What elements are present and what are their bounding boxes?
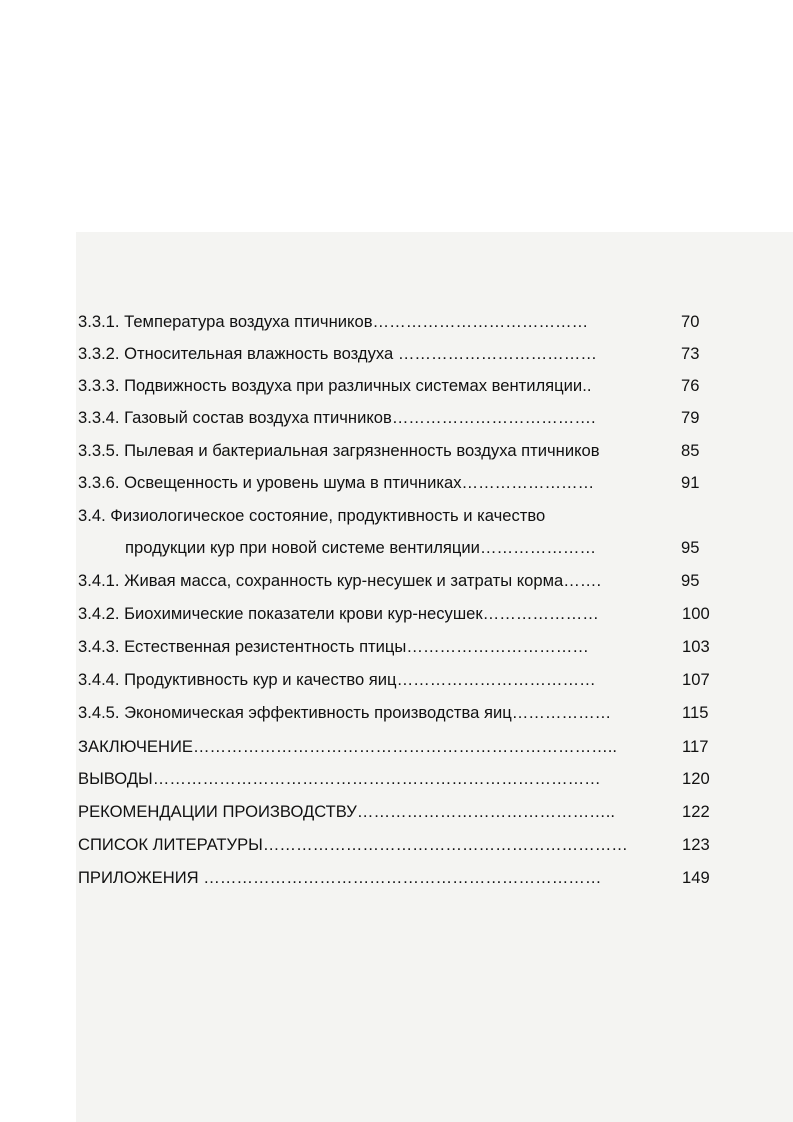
toc-entry — [78, 440, 728, 462]
toc-entry-label: 3.3.5. Пылевая и бактериальная загрязненность воздуха птичников — [78, 441, 600, 460]
toc-entry — [125, 537, 728, 559]
toc-entry-label: ВЫВОДЫ……………………………………………………………………… — [78, 769, 601, 788]
toc-entry-page: 95 — [681, 571, 700, 590]
toc-entry-label: СПИСОК ЛИТЕРАТУРЫ………………………………………………………… — [78, 835, 628, 854]
toc-entry-label: 3.4.4. Продуктивность кур и качество яиц……………………………… — [78, 670, 596, 689]
toc-entry-label: 3.3.3. Подвижность воздуха при различных системах вентиляции.. — [78, 376, 592, 395]
toc-entry-page: 107 — [682, 670, 710, 689]
toc-entry — [78, 407, 728, 429]
toc-entry — [78, 375, 728, 397]
toc-entry — [78, 834, 728, 856]
toc-entry-page: 70 — [681, 312, 700, 331]
toc-entry — [78, 603, 728, 625]
toc-entry — [78, 867, 728, 889]
toc-entry-label: 3.4.5. Экономическая эффективность производства яиц……………… — [78, 703, 612, 722]
toc-entry-label: 3.3.1. Температура воздуха птичников………………………………… — [78, 312, 589, 331]
toc-entry-page: 79 — [681, 408, 700, 427]
toc-entry-label: 3.4. Физиологическое состояние, продуктивность и качество — [78, 506, 546, 525]
toc-entry-page: 117 — [682, 737, 709, 756]
toc-entry-page: 100 — [682, 604, 710, 623]
toc-entry-label: ПРИЛОЖЕНИЯ ……………………………………………………………… — [78, 868, 602, 887]
toc-entry-label: продукции кур при новой системе вентиляции………………… — [125, 538, 597, 557]
toc-entry-page: 73 — [681, 344, 700, 363]
toc-entry-page: 85 — [681, 441, 700, 460]
toc-entry-page: 122 — [682, 802, 710, 821]
toc-entry-page: 123 — [682, 835, 710, 854]
toc-entry — [78, 702, 728, 724]
toc-entry — [78, 768, 728, 790]
toc-entry — [78, 570, 728, 592]
toc-entry-page: 120 — [682, 769, 710, 788]
toc-entry-label: 3.3.6. Освещенность и уровень шума в птичниках…………………… — [78, 473, 595, 492]
toc-entry-page: 115 — [682, 703, 709, 722]
toc-entry — [78, 505, 728, 527]
toc-entry — [78, 801, 728, 823]
toc-entry-label: 3.3.4. Газовый состав воздуха птичников………………………………. — [78, 408, 596, 427]
toc-entry — [78, 311, 728, 333]
toc-entry — [78, 472, 728, 494]
toc-entry-page: 149 — [682, 868, 710, 887]
toc-entry-label: 3.4.2. Биохимические показатели крови кур-несушек………………… — [78, 604, 599, 623]
toc-entry-page: 103 — [682, 637, 710, 656]
toc-entry-label: 3.4.3. Естественная резистентность птицы…………………………… — [78, 637, 589, 656]
toc-entry-page: 91 — [681, 473, 700, 492]
toc-entry — [78, 669, 728, 691]
toc-entry-label: РЕКОМЕНДАЦИИ ПРОИЗВОДСТВУ……………………………………….. — [78, 802, 615, 821]
toc-entry — [78, 636, 728, 658]
toc-entry-label: ЗАКЛЮЧЕНИЕ………………………………………………………………….. — [78, 737, 618, 756]
toc-entry-page: 95 — [681, 538, 700, 557]
toc-entry-label: 3.3.2. Относительная влажность воздуха ……………………………… — [78, 344, 597, 363]
toc-entry-page: 76 — [681, 376, 700, 395]
toc-entry — [78, 736, 728, 758]
toc-entry — [78, 343, 728, 365]
toc-entry-label: 3.4.1. Живая масса, сохранность кур-несушек и затраты корма……. — [78, 571, 602, 590]
